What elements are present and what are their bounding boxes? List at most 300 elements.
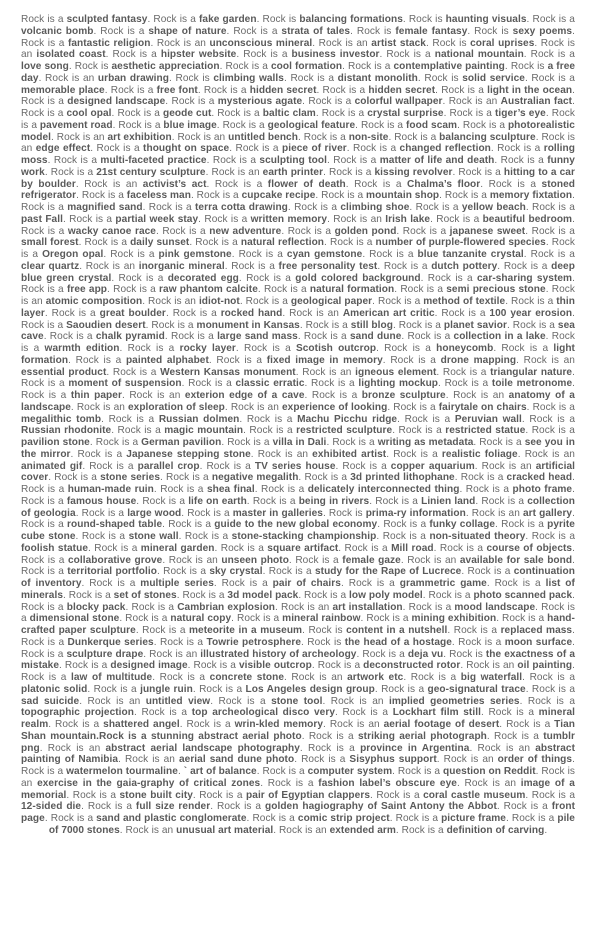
bold-phrase: low poly model: [349, 589, 423, 601]
plain-text: .: [165, 96, 172, 108]
bold-phrase: essential: [21, 366, 65, 378]
plain-text: . Rock is a: [522, 672, 576, 683]
bold-phrase: sexy poems: [512, 25, 573, 37]
plain-text: . Rock is a: [81, 578, 141, 589]
plain-text: . Rock is a: [181, 507, 233, 519]
plain-text: . Rock is a: [176, 589, 228, 601]
bold-phrase: year erosion: [506, 307, 573, 319]
plain-text: . Rock is a: [335, 460, 391, 472]
bold-phrase: Russian dolmen: [158, 413, 240, 425]
plain-text: . Rock is a: [288, 554, 343, 566]
bold-phrase: classic erratic: [235, 378, 305, 390]
bold-phrase: restricted sculpture: [296, 425, 393, 437]
bold-phrase: mineral rainbow: [282, 613, 361, 625]
bold-phrase: guide to the new global economy: [214, 519, 378, 531]
bold-phrase: ` art of balance: [183, 766, 257, 777]
plain-text: . Rock is an: [323, 719, 384, 730]
plain-text: . Rock is a: [525, 531, 576, 542]
bold-phrase: purple-flowered species: [425, 237, 546, 249]
bold-phrase: toile metronome: [491, 378, 573, 390]
plain-text: . Rock is an: [21, 131, 575, 155]
plain-text: . Rock is a: [21, 636, 575, 660]
plain-text: . Rock is a: [356, 648, 408, 660]
bold-phrase: car-sharing system: [477, 272, 573, 284]
plain-text: . Rock is a: [82, 460, 138, 472]
plain-text: . Rock is a: [490, 143, 544, 155]
plain-text: .: [250, 448, 258, 460]
bold-phrase: memory fixtation: [489, 190, 573, 202]
plain-text: . Rock is a: [521, 413, 576, 425]
plain-text: . Rock is a: [48, 472, 101, 484]
bold-phrase: light: [553, 343, 575, 354]
plain-text: . Rock is a: [311, 660, 364, 672]
plain-text: . Rock is a: [392, 319, 444, 331]
plain-text: . Rock is a: [254, 484, 308, 495]
plain-text: . Rock is a: [475, 495, 528, 507]
bold-phrase: rolling moss: [21, 143, 575, 166]
bold-phrase: multiple series: [140, 578, 214, 589]
plain-text: . Rock is a: [160, 472, 212, 484]
bold-phrase: Oregon opal: [42, 249, 104, 260]
bold-phrase: law of: [71, 672, 102, 683]
plain-text: .: [229, 143, 236, 155]
plain-text: . Rock is a: [68, 354, 126, 366]
plain-text: . Rock is an: [79, 695, 146, 707]
bold-phrase: stoned refrigerator: [21, 178, 575, 202]
bold-phrase: order of things: [497, 754, 573, 766]
plain-text: . Rock is: [101, 413, 149, 425]
plain-text: . Rock is a: [111, 425, 165, 437]
plain-text: . Rock is an: [400, 554, 460, 566]
bold-phrase: top: [191, 707, 208, 719]
plain-text: . Rock is a: [44, 307, 100, 319]
bold-phrase: blocky pack: [66, 601, 126, 613]
plain-text: . Rock is a: [226, 25, 282, 37]
plain-text: . Rock is a: [103, 249, 159, 260]
bold-phrase: baltic clam: [262, 108, 316, 119]
bold-phrase: edge effect: [35, 143, 91, 155]
bold-phrase: Peruvian wall: [454, 413, 522, 425]
bold-phrase: planet savior: [443, 319, 507, 331]
plain-text: Rock is an: [257, 448, 313, 460]
plain-text: . Rock is a: [525, 202, 575, 213]
plain-text: . Rock is a: [21, 589, 576, 613]
bold-phrase: sea cave: [21, 319, 575, 343]
plain-text: a: [420, 519, 430, 531]
bold-phrase: the Abbot: [444, 801, 497, 813]
bold-phrase: free app: [66, 284, 108, 296]
bold-phrase: stone built city: [119, 789, 193, 801]
bold-phrase: square artifact: [267, 542, 339, 554]
plain-text: . Rock is a: [494, 155, 548, 166]
plain-text: . Rock is an: [516, 354, 575, 366]
bold-phrase: crafted paper sculpture: [21, 625, 136, 636]
plain-text: . Rock is a: [315, 190, 367, 202]
bold-phrase: pink gemstone: [158, 249, 232, 260]
plain-text: . Rock is an: [295, 366, 356, 378]
bold-phrase: hand-: [547, 613, 575, 625]
bold-phrase: warmth edition: [44, 343, 120, 354]
bold-phrase: artificial cover: [21, 460, 575, 484]
bold-phrase: earth: [262, 166, 288, 178]
plain-text: . Rock is an: [79, 260, 139, 272]
bold-phrase: fantastic religion: [67, 37, 151, 49]
plain-text: . Rock is a: [219, 61, 271, 72]
plain-text: . Rock is a: [457, 119, 508, 131]
plain-text: Rock is a: [227, 437, 273, 448]
bold-phrase: lighting mockup: [358, 378, 439, 390]
bold-phrase: non-site: [348, 131, 389, 143]
bold-phrase: small forest: [21, 237, 79, 249]
plain-text: . Rock is a: [181, 378, 236, 390]
plain-text: . Rock is a: [119, 343, 180, 354]
bold-phrase: mineral realm: [21, 707, 575, 730]
plain-text: . Rock is a: [422, 589, 474, 601]
plain-text: . Rock is an: [21, 766, 575, 789]
plain-text: . Rock: [59, 660, 92, 672]
plain-text: . Rock is a: [179, 719, 235, 730]
plain-text: . Rock is a: [459, 484, 513, 495]
bold-phrase: solid service: [462, 72, 525, 84]
plain-text: . Rock is a: [256, 766, 308, 777]
plain-text: . Rock is a: [326, 437, 378, 448]
plain-text: . Rock is a: [243, 425, 297, 437]
bold-phrase: golden hagiography of Saint Antony: [265, 801, 445, 813]
plain-text: . Rock is a: [283, 72, 338, 84]
bold-phrase: stone series: [100, 472, 161, 484]
plain-text: . Rock is a: [44, 813, 97, 824]
plain-text: . Rock is an: [21, 284, 575, 307]
plain-text: . Rock: [298, 472, 331, 484]
bold-phrase: lake: [406, 213, 431, 225]
plain-text: . Rock is a: [523, 49, 575, 61]
bold-phrase: artist stack: [371, 37, 426, 49]
bold-phrase: crystal surprise: [367, 108, 444, 119]
bold-phrase: stone wall: [128, 531, 179, 542]
plain-text: . Rock is a: [90, 143, 144, 155]
plain-text: Rock is a: [354, 178, 408, 190]
bold-phrase: front page: [21, 801, 575, 824]
bold-phrase: gold colored background: [295, 272, 421, 284]
plain-text: . Rock is a: [21, 472, 575, 495]
bold-phrase: pile of 7000 stones: [48, 813, 575, 836]
bold-phrase: designed image: [110, 660, 188, 672]
bold-phrase: kled memory: [259, 719, 324, 730]
bold-phrase: Western Kansas monument: [160, 366, 296, 378]
bold-phrase: mining exhibition: [411, 613, 497, 625]
plain-text: . Rock is: [443, 648, 486, 660]
plain-text: . Rock is a: [281, 225, 335, 237]
bold-phrase: tanzanite crystal: [438, 249, 524, 260]
plain-text: .: [345, 178, 355, 190]
plain-text: . Rock is: [417, 72, 463, 84]
plain-text: .: [177, 766, 184, 777]
plain-text: . Rock is a: [21, 484, 575, 507]
plain-text: . Rock is a: [397, 413, 455, 425]
bold-phrase: unconscious mineral: [209, 37, 313, 49]
plain-text: . Rock is a: [164, 331, 218, 343]
bold-phrase: topographic projection: [21, 707, 134, 719]
bold-phrase: funny work: [21, 155, 575, 178]
bold-phrase: fairytale on chairs: [438, 401, 527, 413]
plain-text: . Rock is a: [89, 437, 142, 448]
plain-text: . Rock is a: [88, 542, 141, 554]
bold-phrase: climbing: [340, 202, 383, 213]
bold-phrase: fake garden: [199, 14, 257, 25]
bold-phrase: number of: [375, 237, 426, 249]
bold-phrase: natural reflection: [240, 237, 325, 249]
plain-text: . Rock is a: [505, 813, 558, 824]
plain-text: .: [216, 119, 223, 131]
plain-text: Rock is a: [222, 119, 268, 131]
plain-text: . Rock is: [377, 519, 421, 531]
bold-phrase: meteorite in a museum: [189, 625, 303, 636]
plain-text: . Rock is an: [75, 178, 143, 190]
bold-phrase: pair of Egyptian clappers: [246, 789, 370, 801]
plain-text: . Rock is an: [143, 648, 201, 660]
plain-text: . Rock is a: [436, 366, 491, 378]
plain-text: . Rock is a: [105, 49, 161, 61]
bold-phrase: textile: [472, 296, 506, 307]
bold-phrase: sad suicide: [21, 695, 80, 707]
plain-text: . Rock is a: [197, 84, 250, 96]
bold-phrase: blue: [417, 249, 439, 260]
plain-text: . Rock is a: [486, 730, 544, 742]
bold-phrase: photo: [269, 730, 302, 742]
bold-phrase: 100: [489, 307, 507, 319]
plain-text: . Rock is a: [298, 589, 349, 601]
plain-text: . Rock is an: [517, 448, 575, 460]
plain-text: . Rock is a: [145, 319, 197, 331]
plain-text: . Rock is an: [460, 660, 518, 672]
plain-text: . Rock is a: [134, 707, 192, 719]
bold-phrase: shoe: [382, 202, 410, 213]
bold-phrase: comic strip project: [297, 813, 390, 824]
plain-text: . Rock is an: [224, 401, 282, 413]
bold-phrase: golden pond: [334, 225, 397, 237]
bold-phrase: mountain shop: [366, 190, 440, 202]
plain-text: . Rock is a: [434, 307, 490, 319]
plain-text: . Rock is a: [409, 202, 462, 213]
bold-phrase: formation: [21, 354, 69, 366]
bold-phrase: inorganic mineral: [138, 260, 225, 272]
plain-text: . Rock is a: [190, 190, 242, 202]
plain-text: . Rock is a: [403, 672, 461, 683]
bold-phrase: mineral garden: [140, 542, 215, 554]
bold-phrase: animated gif: [21, 460, 83, 472]
plain-text: . Rock is a: [21, 554, 575, 578]
bold-phrase: tiger’s eye: [495, 108, 546, 119]
plain-text: Rock is a: [439, 542, 487, 554]
bold-phrase: Irish: [385, 213, 407, 225]
plain-text: . Rock is a: [420, 272, 477, 284]
plain-text: . Rock is: [402, 14, 446, 25]
plain-text: . Rock is a: [523, 249, 575, 260]
bold-phrase: writing as metadata: [377, 437, 474, 448]
bold-phrase: painted alphabet: [125, 354, 209, 366]
bold-phrase: atomic composition: [45, 296, 143, 307]
bold-phrase: concrete stone: [209, 672, 284, 683]
plain-text: . Rock is a: [370, 789, 424, 801]
plain-text: . Rock is a: [238, 272, 296, 284]
bold-phrase: love song: [21, 61, 69, 72]
bold-phrase: see you in the mirror: [21, 437, 575, 460]
bold-phrase: drawing: [126, 72, 169, 84]
bold-phrase: climbing walls: [213, 72, 284, 84]
bold-phrase: drone mapping: [440, 354, 517, 366]
plain-text: . Rock is a: [231, 613, 283, 625]
bold-phrase: contemplative painting: [393, 61, 505, 72]
plain-text: . Rock is an: [273, 824, 330, 836]
bold-phrase: matter of life and death: [379, 155, 495, 166]
plain-text: . Rock is a: [294, 754, 350, 766]
plain-text: . Rock is a: [235, 343, 296, 354]
plain-text: . Rock is a: [304, 390, 362, 401]
bold-phrase: house: [301, 460, 336, 472]
plain-text: . Rock is: [425, 37, 471, 49]
bold-phrase: art installation: [332, 601, 403, 613]
bold-phrase: hidden secret: [368, 84, 436, 96]
bold-phrase: sand and plastic conglomerate: [96, 813, 247, 824]
plain-text: . Rock is a: [43, 331, 96, 343]
plain-text: . Rock is a: [192, 683, 246, 695]
plain-text: . Rock is a: [112, 119, 164, 131]
plain-text: . Rock is a: [443, 108, 496, 119]
plain-text: . Rock is a: [451, 636, 505, 648]
plain-text: . Rock is a: [496, 801, 552, 813]
plain-text: . Rock is an: [119, 824, 177, 836]
bold-phrase: flower of death: [267, 178, 346, 190]
plain-text: . Rock is a: [304, 378, 359, 390]
plain-text: . Rock is an: [312, 37, 372, 49]
plain-text: . Rock is an: [38, 72, 98, 84]
bold-phrase: negative megalith: [211, 472, 299, 484]
plain-text: . Rock is an: [474, 460, 536, 472]
bold-phrase: the head of a hostage: [344, 636, 452, 648]
plain-text: Rock is a: [217, 108, 263, 119]
bold-phrase: content in a nutshell: [346, 625, 448, 636]
plain-text: . Rock is an: [121, 390, 185, 401]
plain-text: . Rock is a: [297, 131, 349, 143]
bold-phrase: unusual art material: [176, 824, 274, 836]
bold-phrase: copper aquarium: [390, 460, 475, 472]
plain-text: . Rock is a: [439, 190, 490, 202]
plain-text: . Rock is an: [21, 37, 575, 61]
plain-text: . Rock is a: [316, 84, 369, 96]
plain-text: . Rock is a: [496, 613, 548, 625]
bold-phrase: geological feature: [267, 119, 356, 131]
plain-text: . Rock is a: [76, 190, 127, 202]
plain-text: . Rock is a: [246, 495, 299, 507]
bold-phrase: full size render: [135, 801, 211, 813]
bold-phrase: delicately: [307, 484, 355, 495]
bold-phrase: famous house: [66, 495, 137, 507]
plain-text: . Rock is a: [239, 413, 298, 425]
bold-phrase: non-situated theory: [429, 531, 526, 542]
bold-phrase: TV series: [254, 460, 302, 472]
plain-text: . Rock: [461, 566, 495, 578]
plain-text: . Rock is a: [486, 578, 546, 589]
plain-text: is a: [494, 566, 514, 578]
plain-text: . Rock is a: [21, 507, 575, 531]
plain-text: . Rock is: [68, 61, 112, 72]
bold-phrase: female gaze: [342, 554, 401, 566]
bold-phrase: mood landscape: [454, 601, 536, 613]
plain-text: . Rock is a: [262, 566, 315, 578]
bold-phrase: big waterfall: [460, 672, 523, 683]
plain-text: .: [211, 108, 218, 119]
bold-phrase: carving: [505, 824, 545, 836]
bold-phrase: Saoudien desert: [66, 319, 146, 331]
plain-text: . Rock is a: [402, 601, 455, 613]
plain-text: . Rock is a: [499, 719, 555, 730]
bold-phrase: implied geometries series: [388, 695, 520, 707]
plain-text: .: [369, 495, 376, 507]
bold-phrase: Chalma’s floor: [407, 178, 481, 190]
bold-phrase: picture: [441, 813, 476, 824]
bold-phrase: megalithic tomb: [21, 413, 102, 425]
bold-phrase: shape of nature: [148, 25, 227, 37]
bold-phrase: urban: [97, 72, 127, 84]
plain-text: . Rock is a: [392, 425, 446, 437]
bold-phrase: Lockhart film still: [392, 707, 481, 719]
bold-phrase: product: [64, 366, 107, 378]
bold-phrase: piece of river: [282, 143, 347, 155]
plain-text: is a: [330, 472, 351, 484]
bold-phrase: frame: [475, 813, 506, 824]
bold-phrase: exploration of sleep: [127, 401, 225, 413]
plain-text: . Rock is a: [526, 14, 575, 25]
plain-text: . Rock is a: [525, 225, 575, 237]
plain-text: . Rock is a: [224, 260, 279, 272]
plain-text: . Rock is a: [454, 472, 507, 484]
plain-text: . Rock is a: [493, 343, 554, 354]
bold-phrase: fashion label’s: [318, 777, 391, 789]
bold-phrase: triangular nature: [490, 366, 573, 378]
bold-phrase: memorable place: [21, 84, 105, 96]
bold-phrase: volcanic bomb: [21, 25, 94, 37]
bold-phrase: Sisyphus support: [349, 754, 437, 766]
bold-phrase: replaced mass: [500, 625, 573, 636]
plain-text: . Rock is a: [21, 96, 575, 119]
plain-text: . Rock is a: [111, 108, 163, 119]
bold-phrase: rocky layer: [179, 343, 236, 354]
bold-phrase: multitude: [101, 672, 153, 683]
bold-phrase: pack: [546, 589, 573, 601]
plain-text: Rock is a: [308, 742, 361, 754]
plain-text: . Rock is a: [206, 178, 268, 190]
plain-text: . Rock is a: [93, 25, 149, 37]
bold-phrase: magic: [164, 425, 194, 437]
bold-phrase: terra cotta drawing: [195, 202, 288, 213]
plain-text: . Rock is a: [21, 754, 575, 777]
bold-phrase: wacky canoe race: [67, 225, 156, 237]
plain-text: . Rock is a: [376, 343, 437, 354]
plain-text: . Rock is a: [379, 49, 435, 61]
plain-text: . Rock is a: [435, 84, 488, 96]
bold-phrase: image of a memorial: [21, 777, 575, 801]
bold-phrase: round-shaped table: [67, 519, 163, 531]
bold-phrase: coral castle museum: [423, 789, 526, 801]
plain-text: . Rock is a: [206, 155, 260, 166]
bold-phrase: unseen photo: [221, 554, 289, 566]
plain-text: . Rock is an: [327, 213, 386, 225]
bold-phrase: activist’s act: [142, 178, 207, 190]
bold-phrase: partial week stay: [115, 213, 199, 225]
plain-text: . Rock is an: [322, 695, 389, 707]
bold-phrase: interconnected thing: [354, 484, 460, 495]
bold-phrase: shea final: [206, 484, 255, 495]
